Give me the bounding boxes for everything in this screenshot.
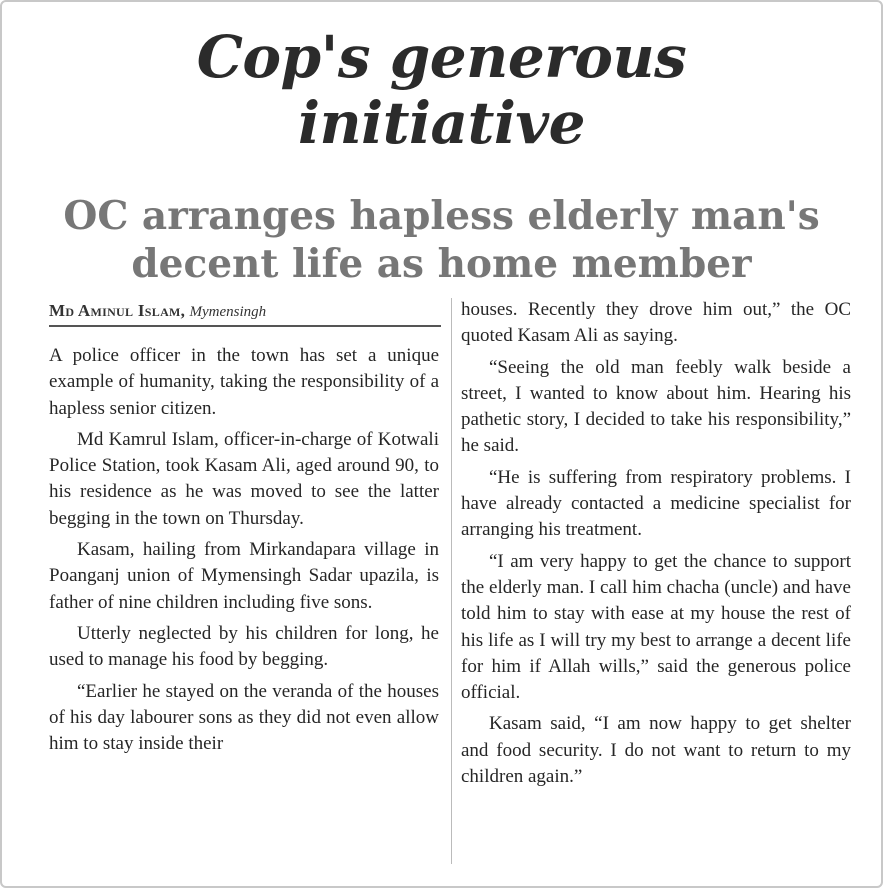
paragraph: “Earlier he stayed on the veranda of the houses of his day labourer sons as they did not even allow him to stay inside their [49, 680, 439, 755]
paragraph: A police officer in the town has set a unique example of humanity, taking the responsibility of a hapless senior citizen. [49, 345, 439, 419]
subheadline-line-2: decent life as home member [131, 241, 752, 287]
paragraph: Utterly neglected by his children for long, he used to manage his food by begging. [49, 622, 439, 671]
byline-author: Md Aminul Islam, [49, 301, 186, 320]
paragraph: houses. Recently they drove him out,” the OC quoted Kasam Ali as saying. [461, 299, 851, 347]
paragraph: “I am very happy to get the chance to support the elderly man. I call him chacha (uncle) and have told him to stay with ease at my house the rest of his life as I will try my best to arrange a decent life for him if Allah wills,” said the generous police official. [461, 550, 851, 704]
headline-line-2: initiative [297, 89, 586, 157]
column-divider [451, 298, 452, 864]
byline-rule [49, 325, 441, 327]
byline [49, 301, 266, 321]
paragraph: “He is suffering from respiratory problems. I have already contacted a medicine specialist for arranging his treatment. [461, 466, 851, 541]
paragraph: “Seeing the old man feebly walk beside a street, I wanted to know about him. Hearing his pathetic story, I decided to take his responsibility,” he said. [461, 356, 851, 457]
paragraph: Md Kamrul Islam, officer-in-charge of Kotwali Police Station, took Kasam Ali, aged around 90, to his residence as he was moved to see the latter begging in the town on Thursday. [49, 428, 439, 529]
paragraph: Kasam said, “I am now happy to get shelter and food security. I do not want to return to my children again.” [461, 713, 851, 788]
subheadline [2, 192, 881, 288]
paragraph: Kasam, hailing from Mirkandapara village in Poanganj union of Mymensingh Sadar upazila, is father of nine children including five sons. [49, 539, 439, 613]
headline [2, 24, 881, 156]
byline-location: Mymensingh [189, 304, 267, 320]
article-column-left [49, 343, 439, 762]
article-column-right [461, 297, 851, 795]
subheadline-line-1: OC arranges hapless elderly man's [63, 193, 820, 239]
headline-line-1: Cop's generous [196, 23, 687, 91]
